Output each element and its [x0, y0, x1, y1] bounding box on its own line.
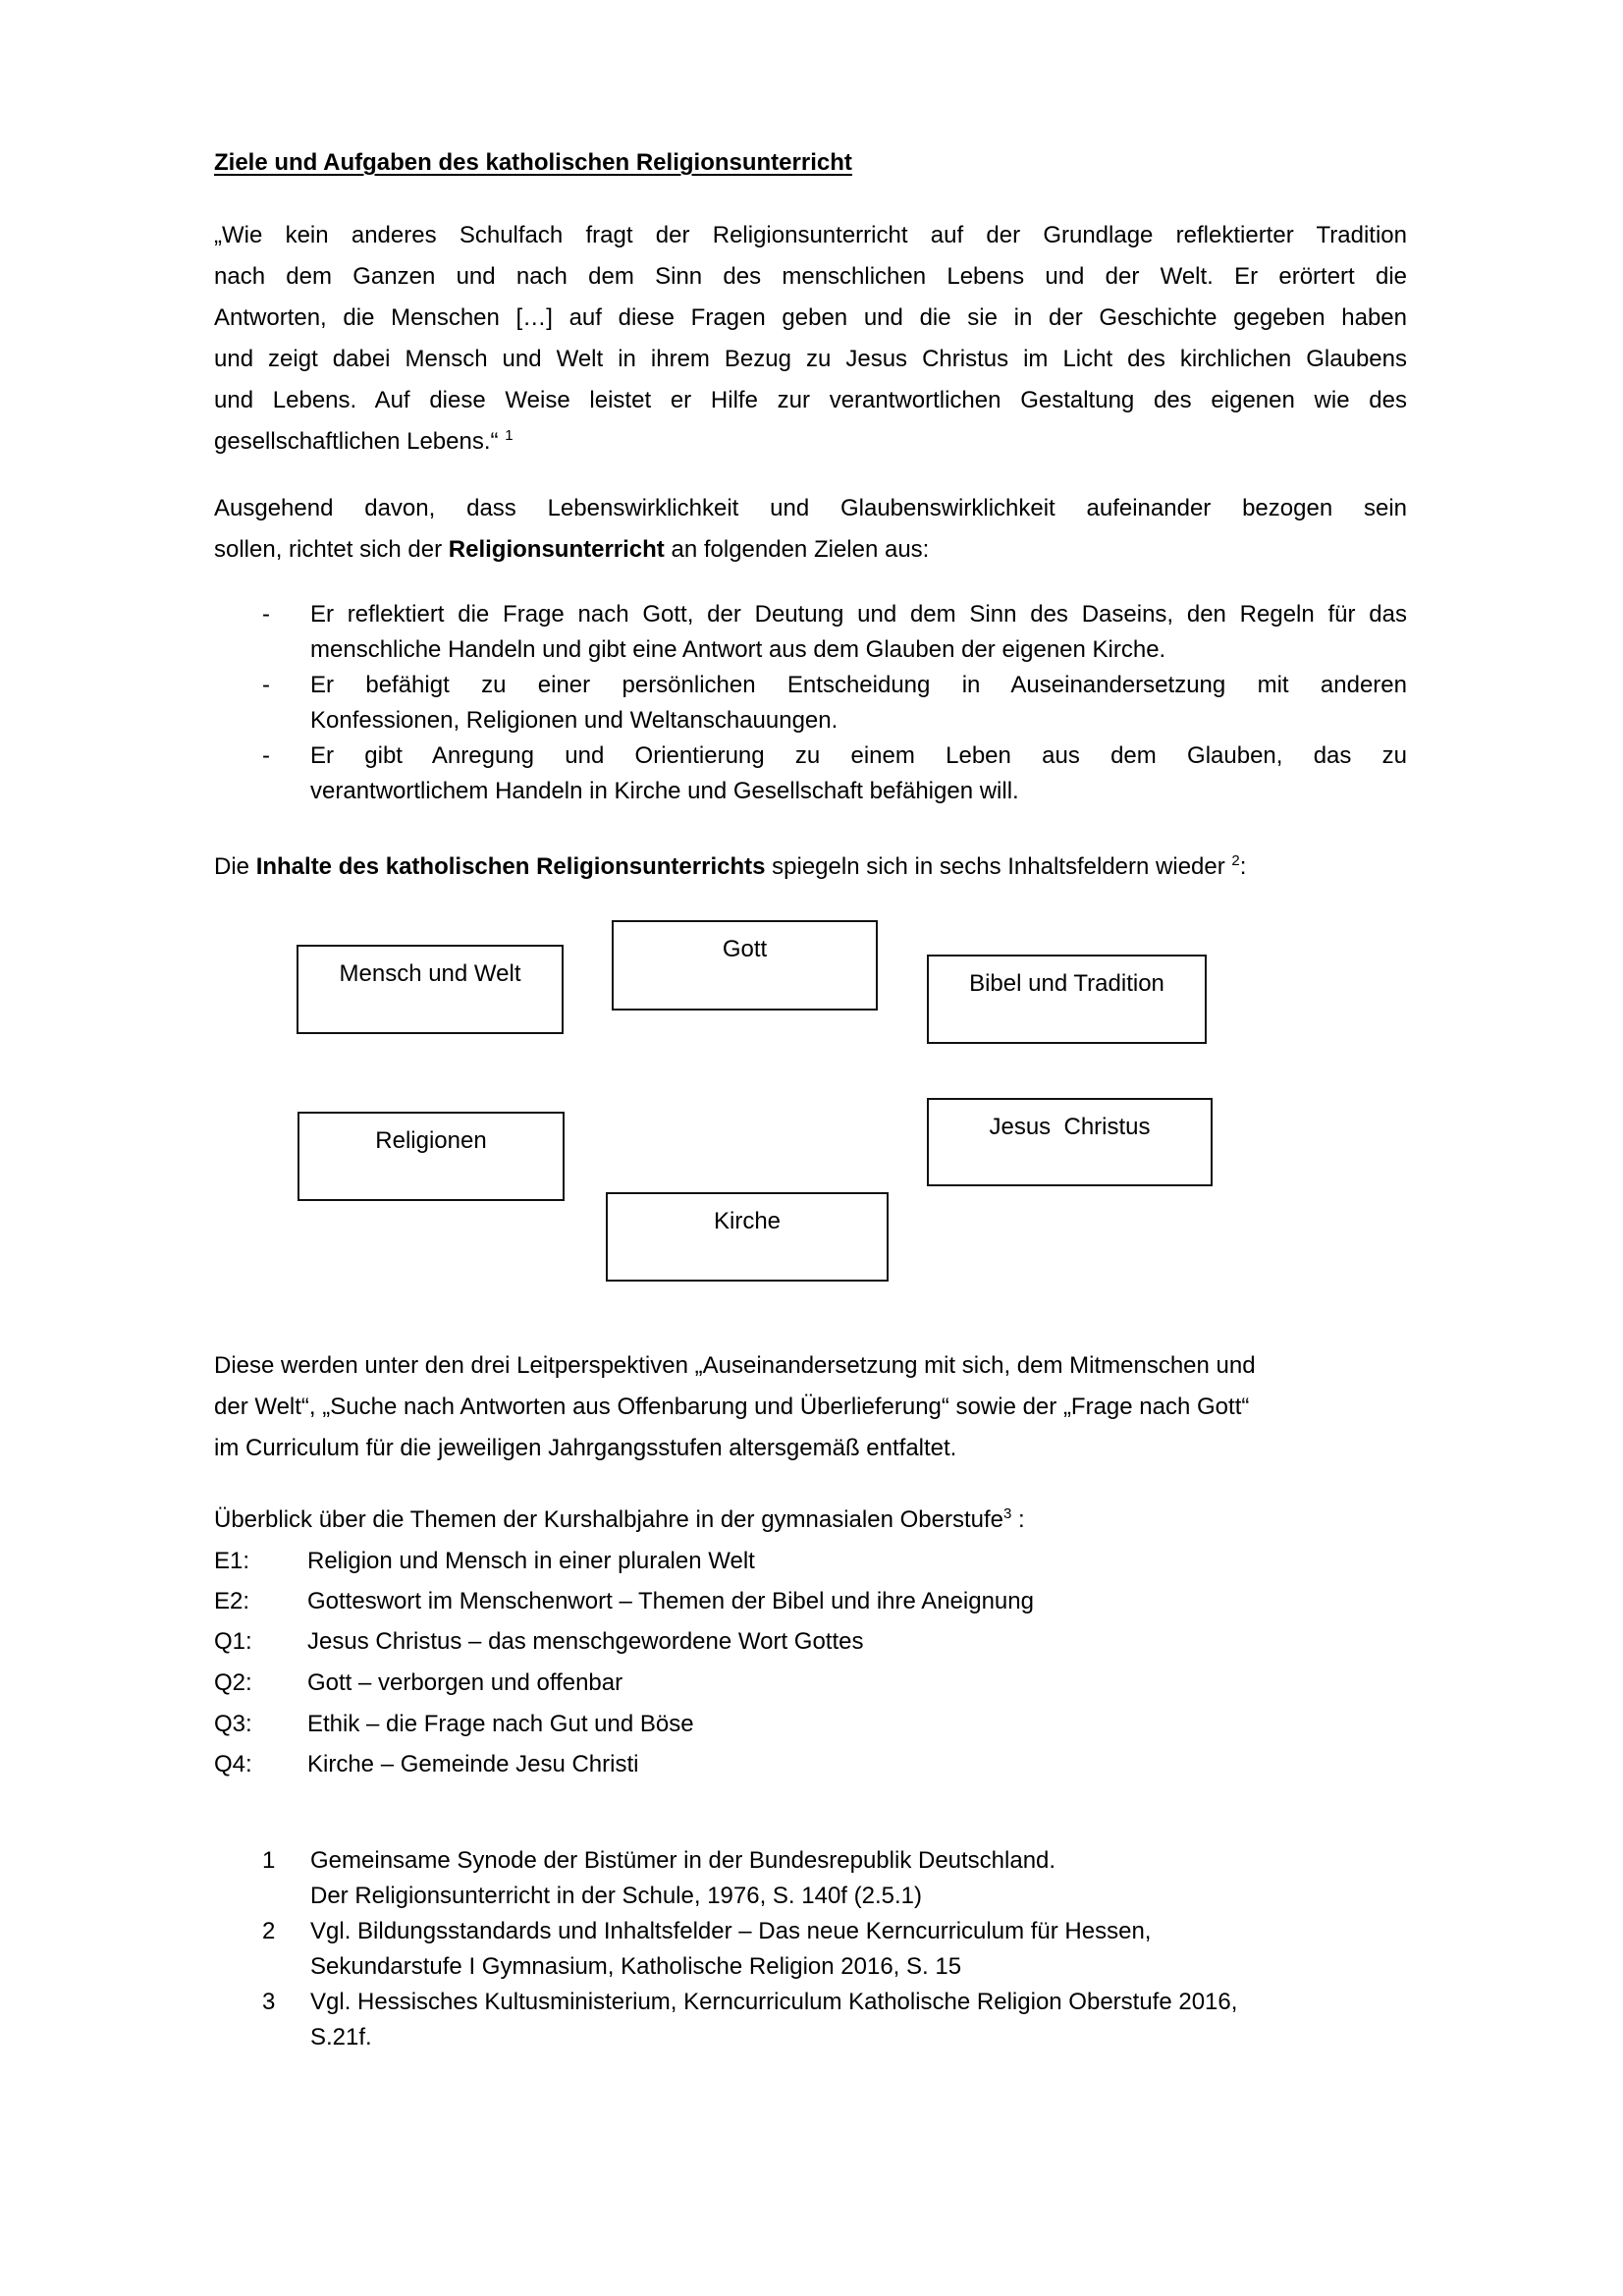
- goal-line: Er gibt Anregung und Orientierung zu einem Leben aus dem Glauben, das zu: [310, 742, 1407, 769]
- field-box-kirche: Kirche: [606, 1192, 889, 1282]
- semester-label: Q3:: [214, 1711, 252, 1737]
- overview-heading-text: :: [1011, 1506, 1025, 1533]
- perspectives-line: der Welt“, „Suche nach Antworten aus Offenbarung und Überlieferung“ sowie der „Frage nach Gott“: [214, 1394, 1250, 1420]
- goal-line: menschliche Handeln und gibt eine Antwort aus dem Glauben der eigenen Kirche.: [310, 636, 1166, 663]
- intro-bold: Religionsunterricht: [448, 536, 665, 563]
- quote-line: Antworten, die Menschen […] auf diese Fragen geben und die sie in der Geschichte gegeben haben: [214, 304, 1407, 331]
- bullet-dash: -: [262, 742, 270, 769]
- contents-text: spiegeln sich in sechs Inhaltsfeldern wieder: [765, 853, 1232, 880]
- goal-line: verantwortlichem Handeln in Kirche und Gesellschaft befähigen will.: [310, 778, 1019, 804]
- footnote-text: Vgl. Hessisches Kultusministerium, Kerncurriculum Katholische Religion Oberstufe 2016,: [310, 1989, 1238, 2015]
- intro-text: an folgenden Zielen aus:: [664, 536, 930, 563]
- overview-heading: [214, 1506, 1025, 1534]
- quote-line-last: [214, 428, 514, 456]
- bullet-dash: -: [262, 601, 270, 628]
- footnote-text: Sekundarstufe I Gymnasium, Katholische Religion 2016, S. 15: [310, 1953, 962, 1980]
- page-title: Ziele und Aufgaben des katholischen Religionsunterricht: [214, 149, 852, 176]
- goal-line: Konfessionen, Religionen und Weltanschauungen.: [310, 707, 839, 734]
- field-box-jesus-christus: Jesus Christus: [927, 1098, 1213, 1186]
- goal-line: Er reflektiert die Frage nach Gott, der Deutung und dem Sinn des Daseins, den Regeln für das: [310, 601, 1407, 628]
- field-box-religionen: Religionen: [298, 1112, 565, 1201]
- quote-line: und zeigt dabei Mensch und Welt in ihrem Bezug zu Jesus Christus im Licht des kirchlichen Glaubens: [214, 346, 1407, 372]
- semester-topic: Gotteswort im Menschenwort – Themen der Bibel und ihre Aneignung: [307, 1588, 1034, 1614]
- bullet-dash: -: [262, 672, 270, 698]
- footnote-ref: 3: [1003, 1505, 1012, 1522]
- quote-line: nach dem Ganzen und nach dem Sinn des menschlichen Lebens und der Welt. Er erörtert die: [214, 263, 1407, 290]
- footnote-ref: 1: [505, 427, 514, 444]
- quote-line: und Lebens. Auf diese Weise leistet er Hilfe zur verantwortlichen Gestaltung des eigenen wie des: [214, 387, 1407, 413]
- field-box-mensch-und-welt: Mensch und Welt: [297, 945, 564, 1034]
- semester-label: E2:: [214, 1588, 250, 1614]
- footnote-text: S.21f.: [310, 2024, 372, 2050]
- semester-topic: Religion und Mensch in einer pluralen Welt: [307, 1548, 755, 1574]
- quote-line: „Wie kein anderes Schulfach fragt der Religionsunterricht auf der Grundlage reflektierter Tradition: [214, 222, 1407, 248]
- perspectives-line: im Curriculum für die jeweiligen Jahrgangsstufen altersgemäß entfaltet.: [214, 1435, 957, 1461]
- semester-label: Q4:: [214, 1751, 252, 1777]
- semester-topic: Gott – verborgen und offenbar: [307, 1669, 623, 1696]
- semester-label: Q1:: [214, 1628, 252, 1655]
- goal-line: Er befähigt zu einer persönlichen Entscheidung in Auseinandersetzung mit anderen: [310, 672, 1407, 698]
- overview-heading-text: Überblick über die Themen der Kurshalbjahre in der gymnasialen Oberstufe: [214, 1506, 1003, 1533]
- contents-text: Die: [214, 853, 256, 880]
- contents-bold: Inhalte des katholischen Religionsunterrichts: [255, 853, 766, 880]
- intro-text: sollen, richtet sich der: [214, 536, 449, 563]
- footnote-number: 1: [262, 1847, 276, 1874]
- footnote-text: Vgl. Bildungsstandards und Inhaltsfelder – Das neue Kerncurriculum für Hessen,: [310, 1918, 1152, 1944]
- intro-line: Ausgehend davon, dass Lebenswirklichkeit und Glaubenswirklichkeit aufeinander bezogen sein: [214, 495, 1407, 521]
- semester-topic: Kirche – Gemeinde Jesu Christi: [307, 1751, 639, 1777]
- intro-line: [214, 536, 929, 564]
- semester-label: E1:: [214, 1548, 250, 1574]
- semester-topic: Ethik – die Frage nach Gut und Böse: [307, 1711, 694, 1737]
- perspectives-line: Diese werden unter den drei Leitperspektiven „Auseinandersetzung mit sich, dem Mitmenschen und: [214, 1352, 1256, 1379]
- field-box-gott: Gott: [612, 920, 878, 1011]
- footnote-text: Gemeinsame Synode der Bistümer in der Bundesrepublik Deutschland.: [310, 1847, 1056, 1874]
- quote-text: gesellschaftlichen Lebens.“: [214, 428, 499, 455]
- footnote-text: Der Religionsunterricht in der Schule, 1976, S. 140f (2.5.1): [310, 1883, 923, 1909]
- semester-topic: Jesus Christus – das menschgewordene Wort Gottes: [307, 1628, 864, 1655]
- footnote-number: 2: [262, 1918, 276, 1944]
- contents-intro: [214, 853, 1246, 881]
- field-box-bibel-und-tradition: Bibel und Tradition: [927, 955, 1207, 1044]
- footnote-ref: 2: [1231, 852, 1240, 869]
- semester-label: Q2:: [214, 1669, 252, 1696]
- contents-text: :: [1239, 853, 1247, 880]
- footnote-number: 3: [262, 1989, 276, 2015]
